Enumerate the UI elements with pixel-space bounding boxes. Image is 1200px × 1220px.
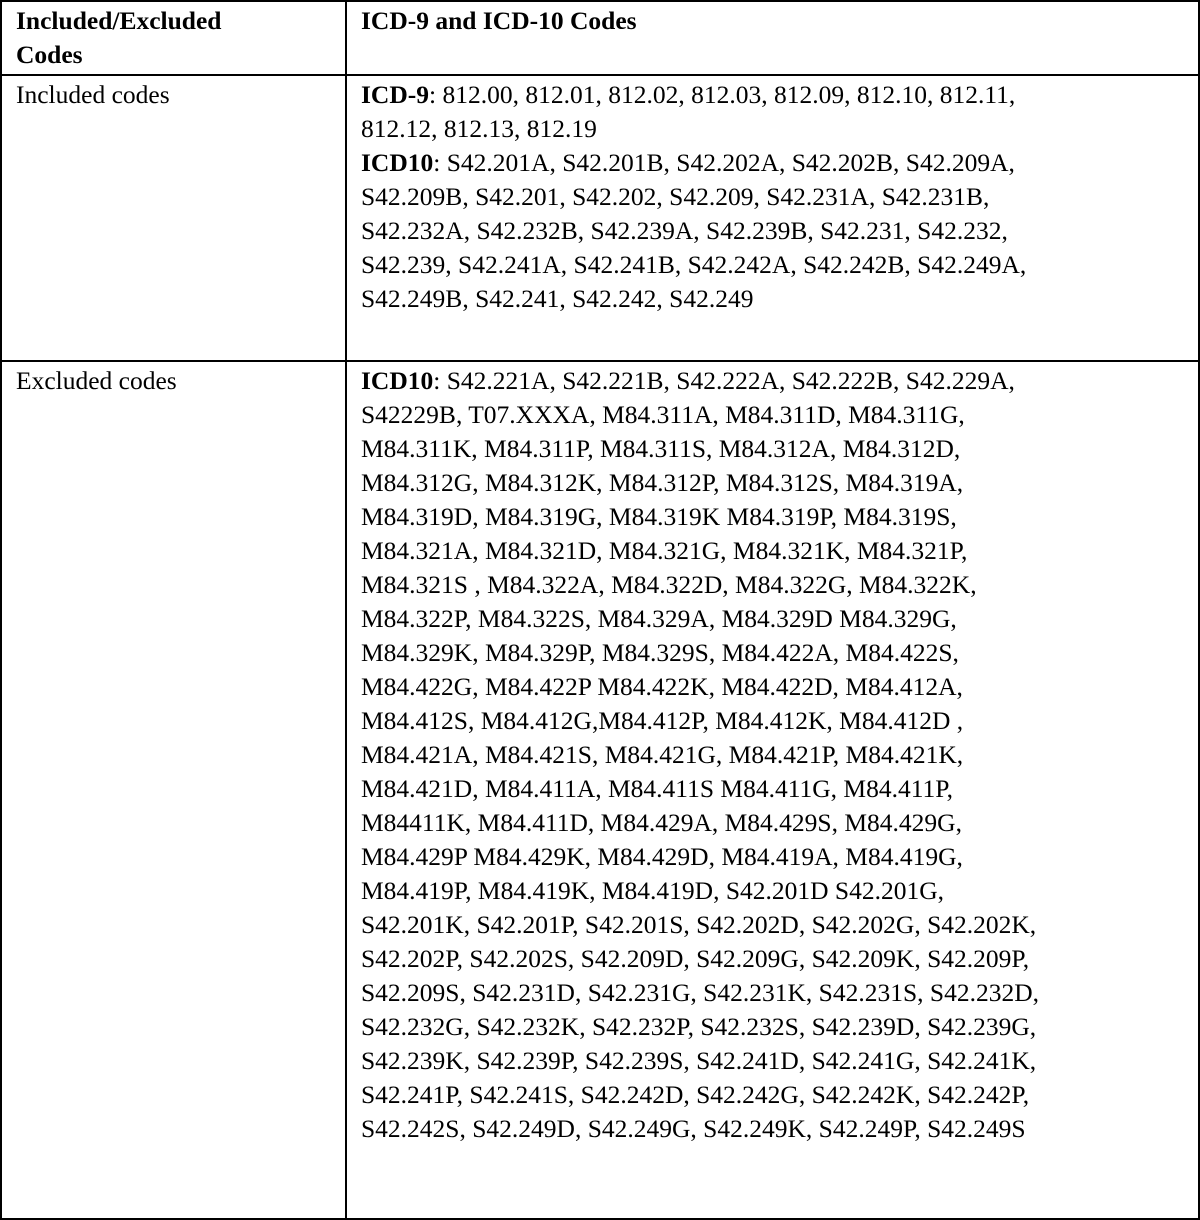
code-line	[361, 180, 1198, 214]
code-line	[361, 214, 1198, 248]
code-list-text: M84.322P, M84.322S, M84.329A, M84.329D M84.329G,	[361, 604, 957, 633]
table-header-row	[1, 1, 1199, 75]
code-list-text: M84.421D, M84.411A, M84.411S M84.411G, M84.411P,	[361, 774, 953, 803]
header-included-excluded	[1, 1, 346, 75]
row-label: Included codes	[1, 75, 346, 361]
code-line	[361, 874, 1198, 908]
code-line	[361, 908, 1198, 942]
code-system-label: ICD10	[361, 148, 434, 177]
code-line	[361, 636, 1198, 670]
header-icd-codes: ICD-9 and ICD-10 Codes	[346, 1, 1199, 75]
code-line	[361, 534, 1198, 568]
code-line	[361, 840, 1198, 874]
code-list-text: M84.422G, M84.422P M84.422K, M84.422D, M84.412A,	[361, 672, 963, 701]
code-line	[361, 432, 1198, 466]
included-codes-cell	[346, 75, 1199, 361]
code-list-text: S42.232G, S42.232K, S42.232P, S42.232S, S42.239D, S42.239G,	[361, 1012, 1037, 1041]
code-line	[361, 364, 1198, 398]
code-line	[361, 146, 1198, 180]
code-list-text: S42.239, S42.241A, S42.241B, S42.242A, S42.242B, S42.249A,	[361, 250, 1027, 279]
code-list-text: : 812.00, 812.01, 812.02, 812.03, 812.09, 812.10, 812.11,	[429, 80, 1016, 109]
code-line	[361, 772, 1198, 806]
code-list-text: S42.201K, S42.201P, S42.201S, S42.202D, S42.202G, S42.202K,	[361, 910, 1037, 939]
code-list-text: S42.242S, S42.249D, S42.249G, S42.249K, S42.249P, S42.249S	[361, 1114, 1026, 1143]
code-line	[361, 1044, 1198, 1078]
code-list-text: S42.249B, S42.241, S42.242, S42.249	[361, 284, 754, 313]
code-list-text: M84.329K, M84.329P, M84.329S, M84.422A, M84.422S,	[361, 638, 959, 667]
code-list-text: M84.321S , M84.322A, M84.322D, M84.322G, M84.322K,	[361, 570, 977, 599]
code-line	[361, 976, 1198, 1010]
code-line	[361, 1010, 1198, 1044]
code-line	[361, 112, 1198, 146]
code-list-text: : S42.201A, S42.201B, S42.202A, S42.202B, S42.209A,	[433, 148, 1015, 177]
code-line	[361, 602, 1198, 636]
code-line	[361, 500, 1198, 534]
code-list-text: S42229B, T07.XXXA, M84.311A, M84.311D, M84.311G,	[361, 400, 965, 429]
header-line: Included/Excluded	[16, 6, 222, 35]
code-system-label: ICD10	[361, 366, 434, 395]
code-list-text: M84.311K, M84.311P, M84.311S, M84.312A, M84.312D,	[361, 434, 961, 463]
code-line	[361, 670, 1198, 704]
code-list-text: M84411K, M84.411D, M84.429A, M84.429S, M84.429G,	[361, 808, 962, 837]
table-row-excluded	[1, 361, 1199, 1219]
code-list-text: S42.209B, S42.201, S42.202, S42.209, S42.231A, S42.231B,	[361, 182, 990, 211]
code-list-text: S42.232A, S42.232B, S42.239A, S42.239B, S42.231, S42.232,	[361, 216, 1008, 245]
code-list-text: M84.419P, M84.419K, M84.419D, S42.201D S42.201G,	[361, 876, 945, 905]
code-list-text: M84.321A, M84.321D, M84.321G, M84.321K, M84.321P,	[361, 536, 968, 565]
code-line	[361, 738, 1198, 772]
code-line	[361, 1112, 1198, 1146]
code-list-text: S42.209S, S42.231D, S42.231G, S42.231K, S42.231S, S42.232D,	[361, 978, 1039, 1007]
code-line	[361, 248, 1198, 282]
code-line	[361, 1078, 1198, 1112]
code-line	[361, 78, 1198, 112]
code-line	[361, 704, 1198, 738]
header-line: Codes	[16, 40, 83, 69]
code-list-text: M84.412S, M84.412G,M84.412P, M84.412K, M84.412D ,	[361, 706, 964, 735]
code-line	[361, 282, 1198, 316]
code-list-text: M84.429P M84.429K, M84.429D, M84.419A, M84.419G,	[361, 842, 963, 871]
code-list-text: M84.421A, M84.421S, M84.421G, M84.421P, M84.421K,	[361, 740, 964, 769]
code-list-text: 812.12, 812.13, 812.19	[361, 114, 597, 143]
code-line	[361, 942, 1198, 976]
code-list-text: S42.239K, S42.239P, S42.239S, S42.241D, S42.241G, S42.241K,	[361, 1046, 1037, 1075]
code-line	[361, 568, 1198, 602]
code-list-text: : S42.221A, S42.221B, S42.222A, S42.222B, S42.229A,	[433, 366, 1015, 395]
code-line	[361, 806, 1198, 840]
code-list-text: S42.202P, S42.202S, S42.209D, S42.209G, S42.209K, S42.209P,	[361, 944, 1030, 973]
table-row-included	[1, 75, 1199, 361]
code-list-text: M84.319D, M84.319G, M84.319K M84.319P, M84.319S,	[361, 502, 957, 531]
excluded-codes-cell	[346, 361, 1199, 1219]
code-list-text: M84.312G, M84.312K, M84.312P, M84.312S, M84.319A,	[361, 468, 964, 497]
code-line	[361, 466, 1198, 500]
code-line	[361, 398, 1198, 432]
code-list-text: S42.241P, S42.241S, S42.242D, S42.242G, S42.242K, S42.242P,	[361, 1080, 1030, 1109]
row-label: Excluded codes	[1, 361, 346, 1219]
code-system-label: ICD-9	[361, 80, 429, 109]
